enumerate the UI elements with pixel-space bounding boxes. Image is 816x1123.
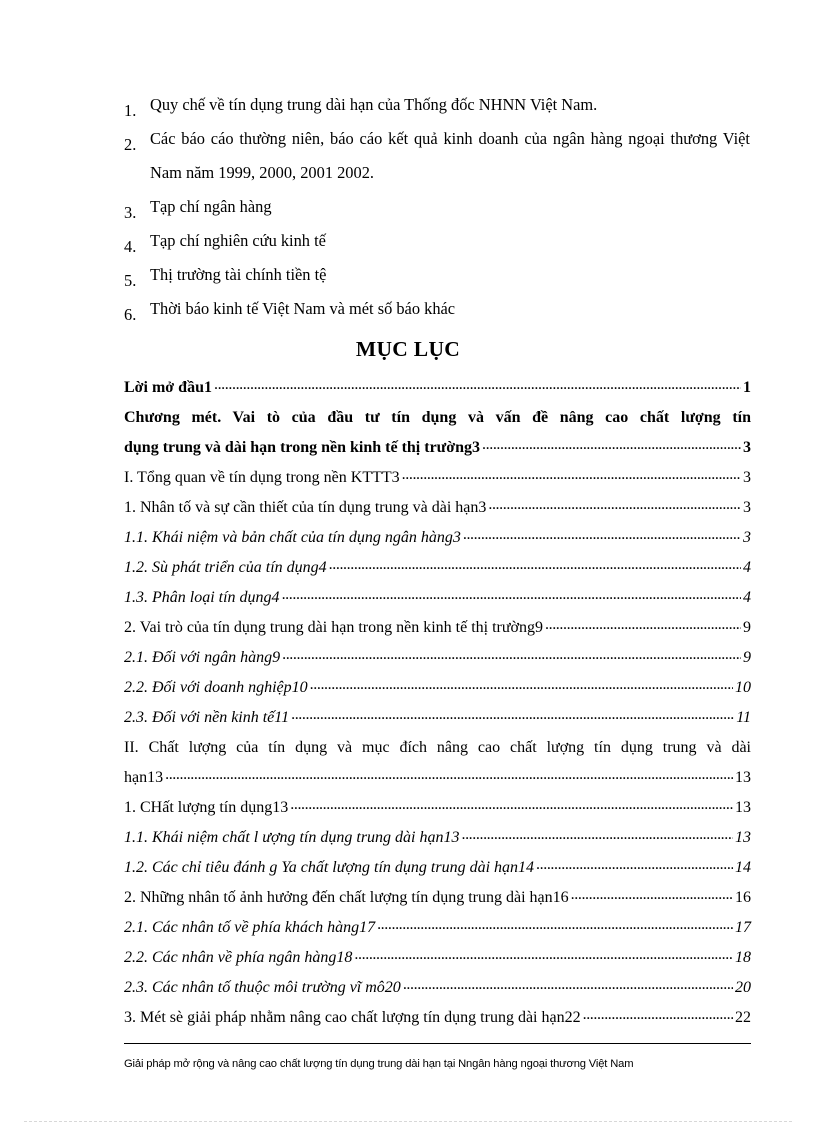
toc-entry-text: hạn13: [124, 769, 164, 786]
toc-entry[interactable]: [124, 643, 751, 673]
toc-entry[interactable]: [124, 403, 751, 463]
toc-page-number: 17: [735, 919, 751, 936]
toc-entry[interactable]: [124, 1003, 751, 1033]
toc-leader-dots: [290, 798, 733, 812]
toc-leader-dots: [482, 438, 741, 452]
toc-entry[interactable]: [124, 673, 751, 703]
toc-entry[interactable]: [124, 943, 751, 973]
toc-entry-text: 2.3. Các nhân tố thuộc môi trường vĩ mô20: [124, 979, 401, 996]
toc-leader-dots: [536, 858, 733, 872]
reference-number: 2.: [124, 135, 137, 154]
toc-entry-text: 2.1. Đối với ngân hàng9: [124, 649, 281, 666]
toc-leader-dots: [461, 828, 733, 842]
reference-list: [124, 88, 750, 326]
toc-leader-dots: [214, 378, 741, 392]
toc-entry-text: 2.3. Đối với nền kinh tế11: [124, 709, 290, 726]
toc-entry[interactable]: [124, 523, 751, 553]
toc-entry-text: 1. Nhân tố và sự cần thiết của tín dụng trung và dài hạn3: [124, 499, 487, 516]
toc-leader-dots: [402, 468, 741, 482]
toc-entry-text: 1.3. Phân loại tín dụng4: [124, 589, 280, 606]
reference-item: [124, 224, 750, 258]
toc-entry[interactable]: [124, 583, 751, 613]
toc-leader-dots: [583, 1008, 733, 1022]
reference-number: 3.: [124, 203, 137, 222]
reference-text: Tạp chí ngân hàng: [150, 197, 272, 216]
toc-page-number: 4: [743, 589, 751, 606]
toc-page-number: 13: [735, 799, 751, 816]
toc-page-number: 9: [743, 649, 751, 666]
reference-item: [124, 292, 750, 326]
toc-entry[interactable]: [124, 613, 751, 643]
toc-entry-line2: [124, 433, 751, 463]
toc-entry-text: 2. Vai trò của tín dụng trung dài hạn trong nền kinh tế thị trường9: [124, 619, 543, 636]
toc-page-number: 20: [735, 979, 751, 996]
toc-leader-dots: [403, 978, 733, 992]
reference-text: Các báo cáo thường niên, báo cáo kết quả kinh doanh của ngân hàng ngoại thương Việt Nam năm 1999, 2000, 2001 2002.: [150, 129, 750, 182]
toc-page-number: 3: [743, 529, 751, 546]
reference-item: [124, 190, 750, 224]
toc-page-number: 3: [743, 469, 751, 486]
toc-entry-text: 2.2. Đối với doanh nghiệp10: [124, 679, 308, 696]
toc-page-number: 1: [743, 379, 751, 396]
toc-leader-dots: [377, 918, 733, 932]
page-boundary: [24, 1121, 792, 1122]
toc-entry[interactable]: [124, 853, 751, 883]
toc-leader-dots: [545, 618, 741, 632]
toc-entry[interactable]: [124, 973, 751, 1003]
toc-entry-text: 2.1. Các nhân tố về phía khách hàng17: [124, 919, 376, 936]
toc-title: MỤC LỤC: [355, 337, 461, 361]
toc-leader-dots: [282, 588, 741, 602]
toc-leader-dots: [571, 888, 733, 902]
toc-page-number: 18: [735, 949, 751, 966]
reference-text: Thị trường tài chính tiền tệ: [150, 265, 327, 284]
reference-number: 6.: [124, 305, 137, 324]
toc-entry-text-line1: II. Chất lượng của tín dụng và mục đích nâng cao chất lượng tín dụng trung và dài: [124, 739, 751, 756]
toc-entry-text: 1.2. Sù phát triển của tín dụng4: [124, 559, 327, 576]
reference-item: [124, 88, 750, 122]
reference-number: 1.: [124, 101, 137, 120]
toc-page-number: 3: [743, 439, 751, 456]
toc-page-number: 4: [743, 559, 751, 576]
toc-page-number: 13: [735, 769, 751, 786]
toc-entry[interactable]: [124, 883, 751, 913]
toc-page-number: 13: [735, 829, 751, 846]
reference-text: Tạp chí nghiên cứu kinh tế: [150, 231, 326, 250]
toc-page-number: 3: [743, 499, 751, 516]
toc-page-number: 10: [735, 679, 751, 696]
toc-entry-text: dụng trung và dài hạn trong nền kinh tế thị trường3: [124, 439, 481, 456]
toc-entry[interactable]: [124, 703, 751, 733]
toc-leader-dots: [488, 498, 741, 512]
toc-entry[interactable]: [124, 823, 751, 853]
toc-entry-text: 2.2. Các nhân về phía ngân hàng18: [124, 949, 353, 966]
toc-page-number: 14: [735, 859, 751, 876]
toc-entry-text: 1.1. Khái niệm chất l ượng tín dụng trung dài hạn13: [124, 829, 460, 846]
reference-number: 5.: [124, 271, 137, 290]
reference-text: Quy chế về tín dụng trung dài hạn của Thống đốc NHNN Việt Nam.: [150, 95, 598, 114]
toc-leader-dots: [165, 768, 733, 782]
toc-entry-text: Lời mở đầu1: [124, 379, 212, 396]
toc-page-number: 22: [735, 1009, 751, 1026]
toc-entry[interactable]: [124, 493, 751, 523]
table-of-contents: [124, 373, 751, 1033]
toc-entry[interactable]: [124, 793, 751, 823]
footer-divider: [124, 1043, 751, 1044]
toc-entry[interactable]: [124, 553, 751, 583]
toc-entry-text: 3. Mét sè giải pháp nhằm nâng cao chất lượng tín dụng trung dài hạn22: [124, 1009, 581, 1026]
toc-page-number: 11: [736, 709, 751, 726]
toc-leader-dots: [329, 558, 741, 572]
toc-leader-dots: [463, 528, 741, 542]
toc-entry-text: 1.1. Khái niệm và bản chất của tín dụng ngân hàng3: [124, 529, 461, 546]
toc-leader-dots: [291, 708, 734, 722]
toc-leader-dots: [310, 678, 733, 692]
page-footer: Giải pháp mở rộng và nâng cao chất lượng tín dụng trung dài hạn tại Nngân hàng ngoại thương Việt Nam: [124, 1058, 634, 1070]
toc-page-number: 16: [735, 889, 751, 906]
reference-item: [124, 122, 750, 190]
reference-number: 4.: [124, 237, 137, 256]
toc-entry[interactable]: [124, 463, 751, 493]
toc-page-number: 9: [743, 619, 751, 636]
toc-entry-text: I. Tổng quan về tín dụng trong nền KTTT3: [124, 469, 400, 486]
toc-entry-text: 1.2. Các chỉ tiêu đánh g Ya chất lượng tín dụng trung dài hạn14: [124, 859, 535, 876]
toc-leader-dots: [354, 948, 733, 962]
toc-entry-text: 2. Những nhân tố ảnh hưởng đến chất lượng tín dụng trung dài hạn16: [124, 889, 569, 906]
toc-entry[interactable]: [124, 733, 751, 793]
toc-entry[interactable]: [124, 373, 751, 403]
toc-leader-dots: [282, 648, 741, 662]
toc-entry-text: 1. CHất lượng tín dụng13: [124, 799, 289, 816]
reference-text: Thời báo kinh tế Việt Nam và mét số báo khác: [150, 299, 456, 318]
toc-entry[interactable]: [124, 913, 751, 943]
toc-entry-text-line1: Chương mét. Vai tò của đầu tư tín dụng và vấn đề nâng cao chất lượng tín: [124, 409, 751, 426]
reference-item: [124, 258, 750, 292]
toc-entry-line2: [124, 763, 751, 793]
